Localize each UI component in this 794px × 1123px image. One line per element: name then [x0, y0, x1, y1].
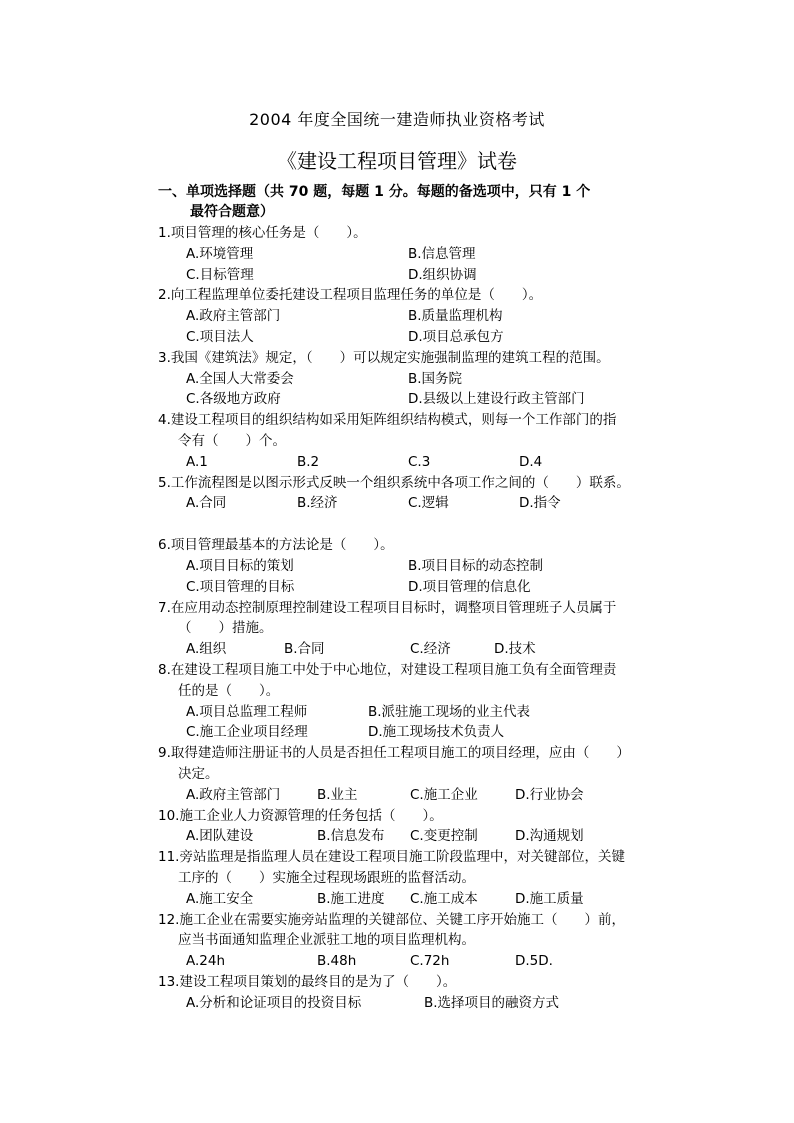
option-c[interactable]: C.3: [408, 453, 431, 470]
option-d[interactable]: D.沟通规划: [515, 828, 584, 845]
option-a[interactable]: A.全国人大常委会: [186, 370, 294, 387]
paper-title: 《建设工程项目管理》试卷: [277, 149, 517, 173]
section-heading-line1: 一、单项选择题（共 70 题，每题 1 分。每题的备选项中，只有 1 个: [158, 184, 591, 200]
question-list: [158, 223, 658, 1013]
option-a[interactable]: A.政府主管部门: [186, 786, 281, 803]
option-d[interactable]: D.5D.: [515, 953, 553, 970]
option-a[interactable]: A.24h: [186, 953, 226, 970]
option-d[interactable]: D.指令: [519, 495, 561, 512]
option-d[interactable]: D.行业协会: [515, 786, 584, 803]
question-6: [158, 535, 658, 597]
section-heading: [158, 182, 658, 222]
question-stem: 13.建设工程项目策划的最终目的是为了（ ）。: [158, 973, 457, 990]
option-b[interactable]: B.信息管理: [408, 245, 476, 262]
question-8: [158, 660, 658, 743]
question-stem: 4.建设工程项目的组织结构如采用矩阵组织结构模式，则每一个工作部门的指 令有（ ）个。: [158, 412, 617, 449]
question-stem: 2.向工程监理单位委托建设工程项目监理任务的单位是（ ）。: [158, 287, 543, 304]
option-b[interactable]: B.派驻施工现场的业主代表: [368, 703, 531, 720]
options: [158, 369, 658, 411]
options: [158, 306, 658, 348]
option-c[interactable]: C.经济: [410, 641, 451, 658]
question-10: [158, 806, 658, 848]
option-c[interactable]: C.逻辑: [408, 495, 449, 512]
option-b[interactable]: B.业主: [317, 786, 358, 803]
question-stem: 7.在应用动态控制原理控制建设工程项目目标时，调整项目管理班子人员属于 （ ）措施。: [158, 599, 617, 637]
option-c[interactable]: C.施工成本: [410, 890, 478, 907]
option-a[interactable]: A.团队建设: [186, 828, 254, 845]
option-b[interactable]: B.选择项目的融资方式: [424, 994, 560, 1011]
question-13: [158, 972, 658, 1014]
options: [158, 556, 658, 598]
options: [158, 639, 658, 660]
exam-title: 2004 年度全国统一建造师执业资格考试: [249, 110, 545, 129]
option-d[interactable]: D.组织协调: [408, 266, 477, 283]
option-b[interactable]: B.48h: [317, 953, 357, 970]
option-a[interactable]: A.合同: [186, 495, 227, 512]
option-d[interactable]: D.项目总承包方: [408, 328, 504, 345]
options: [158, 993, 658, 1014]
options: [158, 244, 658, 286]
question-12: [158, 910, 658, 972]
question-5: [158, 473, 658, 515]
question-stem: 6.项目管理最基本的方法论是（ ）。: [158, 537, 394, 554]
option-c[interactable]: C.72h: [410, 953, 450, 970]
option-a[interactable]: A.项目总监理工程师: [186, 703, 308, 720]
question-stem: 9.取得建造师注册证书的人员是否担任工程项目施工的项目经理，应由（ ） 决定。: [158, 745, 630, 782]
option-c[interactable]: C.目标管理: [186, 266, 254, 283]
option-d[interactable]: D.县级以上建设行政主管部门: [408, 391, 585, 408]
option-c[interactable]: C.施工企业项目经理: [186, 724, 308, 741]
question-4: [158, 410, 658, 472]
option-d[interactable]: D.施工质量: [515, 890, 584, 907]
question-stem: 1.项目管理的核心任务是（ ）。: [158, 225, 367, 241]
option-a[interactable]: A.政府主管部门: [186, 308, 281, 325]
option-c[interactable]: C.各级地方政府: [186, 391, 281, 408]
question-7: [158, 598, 658, 660]
options: [158, 826, 658, 847]
question-stem: 12.施工企业在需要实施旁站监理的关键部位、关键工序开始施工（ ）前， 应当书面通知监理企业派驻工地的项目监理机构。: [158, 911, 625, 949]
question-1: [158, 223, 658, 285]
section-heading-line2: 最符合题意）: [190, 204, 274, 220]
question-stem: 3.我国《建筑法》规定，（ ）可以规定实施强制监理的建筑工程的范围。: [158, 349, 610, 366]
question-stem: 8.在建设工程项目施工中处于中心地位，对建设工程项目施工负有全面管理责 任的是（ ）。: [158, 661, 617, 699]
options: [158, 889, 658, 910]
option-a[interactable]: A.分析和论证项目的投资目标: [186, 994, 362, 1011]
option-d[interactable]: D.技术: [494, 641, 536, 658]
option-d[interactable]: D.项目管理的信息化: [408, 578, 531, 595]
question-stem: 5.工作流程图是以图示形式反映一个组织系统中各项工作之间的（ ）联系。: [158, 474, 630, 491]
option-b[interactable]: B.国务院: [408, 370, 463, 387]
blank-line: [158, 514, 658, 535]
question-2: [158, 285, 658, 347]
option-b[interactable]: B.经济: [297, 495, 338, 512]
options: [158, 951, 658, 972]
options: [158, 452, 658, 473]
option-b[interactable]: B.施工进度: [317, 890, 385, 907]
question-11: [158, 847, 658, 909]
option-a[interactable]: A.环境管理: [186, 245, 254, 262]
option-b[interactable]: B.信息发布: [317, 828, 385, 845]
question-9: [158, 743, 658, 805]
option-c[interactable]: C.施工企业: [410, 786, 478, 803]
question-stem: 10.施工企业人力资源管理的任务包括（ ）。: [158, 807, 443, 824]
option-a[interactable]: A.组织: [186, 641, 227, 658]
option-d[interactable]: D.4: [519, 453, 543, 470]
question-stem: 11.旁站监理是指监理人员在建设工程项目施工阶段监理中，对关键部位，关键 工序的（ ）实施全过程现场跟班的监督活动。: [158, 849, 625, 886]
option-b[interactable]: B.合同: [284, 641, 325, 658]
option-a[interactable]: A.1: [186, 453, 208, 470]
option-a[interactable]: A.项目目标的策划: [186, 557, 294, 574]
options: [158, 493, 658, 514]
option-a[interactable]: A.施工安全: [186, 890, 254, 907]
question-3: [158, 348, 658, 410]
options: [158, 785, 658, 806]
option-c[interactable]: C.项目法人: [186, 328, 254, 345]
option-b[interactable]: B.项目目标的动态控制: [408, 557, 544, 574]
option-b[interactable]: B.2: [297, 453, 320, 470]
option-c[interactable]: C.变更控制: [410, 828, 478, 845]
options: [158, 702, 658, 744]
option-c[interactable]: C.项目管理的目标: [186, 578, 295, 595]
option-d[interactable]: D.施工现场技术负责人: [368, 724, 505, 741]
option-b[interactable]: B.质量监理机构: [408, 308, 503, 325]
